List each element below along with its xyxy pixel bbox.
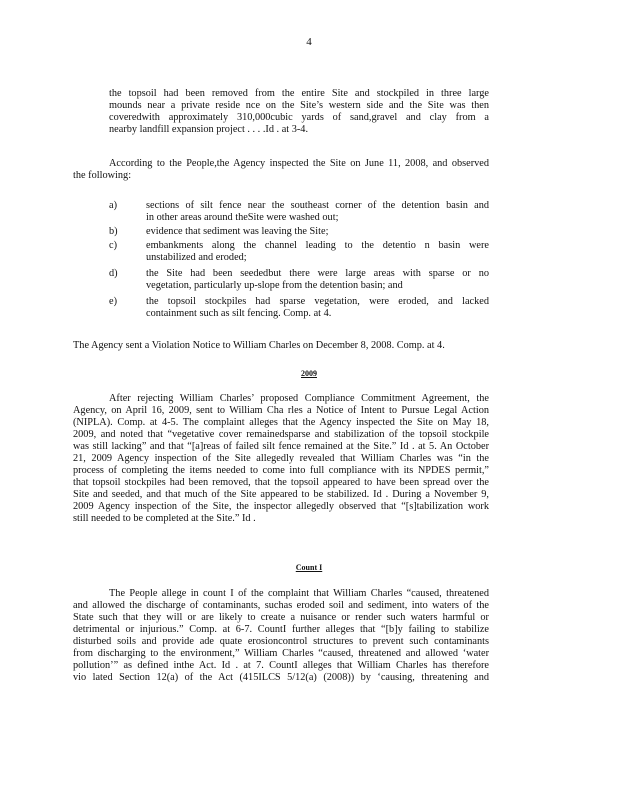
paragraph-inspection-2008 [73, 158, 489, 182]
text-line: was still lacking” and that “[a]reas of failed silt fence remained at the Site.” Id . at 5. An October [73, 441, 489, 452]
list-item-label: c) [109, 240, 117, 251]
text-line: After rejecting William Charles’ proposed Compliance Commitment Agreement, the [109, 393, 489, 404]
list-item-label: a) [109, 200, 117, 211]
list-item-label: d) [109, 268, 118, 279]
list-item [109, 240, 489, 264]
text-line: The Agency sent a Violation Notice to William Charles on December 8, 2008. Comp. at 4. [73, 340, 445, 351]
text-line: coveredwith approximately 310,000cubic yards of sand,gravel and clay from a [109, 112, 489, 123]
text-line: containment such as silt fencing. Comp. at 4. [146, 308, 332, 319]
text-line: process of completing the items needed to come into full compliance with its NPDES permit,” [73, 465, 489, 476]
text-line: and allowed the discharge of contaminants, suchas eroded soil and sediment, into waters of the [73, 600, 489, 611]
text-line: nearby landfill expansion project . . . .Id . at 3-4. [109, 124, 309, 135]
text-line: The People allege in count I of the complaint that William Charles “caused, threatened [109, 588, 489, 599]
text-line: unstabilized and eroded; [146, 252, 247, 263]
section-heading-2009 [0, 368, 618, 380]
text-line: Agency, on April 16, 2009, sent to William Cha rles a Notice of Intent to Pursue Legal Action [73, 405, 489, 416]
text-line: 2009, and noted that “vegetative cover remainedsparse and stabilization of the topsoil stockpile [73, 429, 489, 440]
text-line: According to the People,the Agency inspected the Site on June 11, 2008, and observed [109, 158, 489, 169]
text-line: embankments along the channel leading to the detentio n basin were [146, 240, 489, 251]
section-heading-count-1 [0, 562, 618, 574]
text-line: in other areas around theSite were washed out; [146, 212, 339, 223]
paragraph-count-1 [73, 588, 489, 684]
text-line: that topsoil stockpiles had been removed, that the topsoil appeared to have been spread over the [73, 477, 489, 488]
text-line: vegetation, particularly up-slope from the detention basin; and [146, 280, 403, 291]
paragraph-violation-notice [73, 340, 489, 352]
text-line: detrimental or injurious.” Comp. at 6-7. CountI further alleges that “[b]y failing to stabilize [73, 624, 489, 635]
text-line: 21, 2009 Agency inspection of the Site allegedly revealed that William Charles was “in the [73, 453, 489, 464]
text-line: disturbed soils and provide ade quate erosioncontrol structures to prevent such contaminants [73, 636, 489, 647]
text-line: the topsoil stockpiles had sparse vegetation, were eroded, and lacked [146, 296, 489, 307]
heading-text: 2009 [301, 369, 317, 378]
text-line: the topsoil had been removed from the entire Site and stockpiled in three large [109, 88, 489, 99]
text-line: from discharging to the environment,” William Charles “caused, threatened and allowed ‘water [73, 648, 489, 659]
text-line: the Site had been seededbut there were large areas with sparse or no [146, 268, 489, 279]
text-line: Site and seeded, and that much of the Site appeared to be stabilized. Id . During a November 9, [73, 489, 489, 500]
text-line: the following: [73, 170, 132, 181]
list-item [109, 200, 489, 224]
list-item [109, 296, 489, 320]
text-line: 2009 Agency inspection of the Site, the inspector allegedly observed that “[s]tabilization work [73, 501, 489, 512]
text-line: pollution’” as defined inthe Act. Id . at 7. CountI alleges that William Charles has therefore [73, 660, 489, 671]
paragraph-topsoil [109, 88, 489, 136]
list-item [109, 268, 489, 292]
text-line: State such that they will or are likely to create a nuisance or render such waters harmful or [73, 612, 489, 623]
text-line: (NIPLA). Comp. at 4-5. The complaint alleges that the Agency inspected the Site on May 18, [73, 417, 489, 428]
list-item-label: e) [109, 296, 117, 307]
text-line: evidence that sediment was leaving the Site; [146, 226, 329, 237]
list-item-label: b) [109, 226, 118, 237]
paragraph-2009-events [73, 393, 489, 525]
text-line: still needed to be completed at the Site.” Id . [73, 513, 256, 524]
text-line: sections of silt fence near the southeast corner of the detention basin and [146, 200, 489, 211]
page-number: 4 [306, 36, 312, 48]
list-item [109, 226, 489, 238]
text-line: mounds near a private reside nce on the Site’s western side and the Site was then [109, 100, 489, 111]
text-line: vio lated Section 12(a) of the Act (415ILCS 5/12(a) (2008)) by ‘causing, threatening and [73, 672, 489, 683]
heading-text: Count I [295, 563, 323, 572]
